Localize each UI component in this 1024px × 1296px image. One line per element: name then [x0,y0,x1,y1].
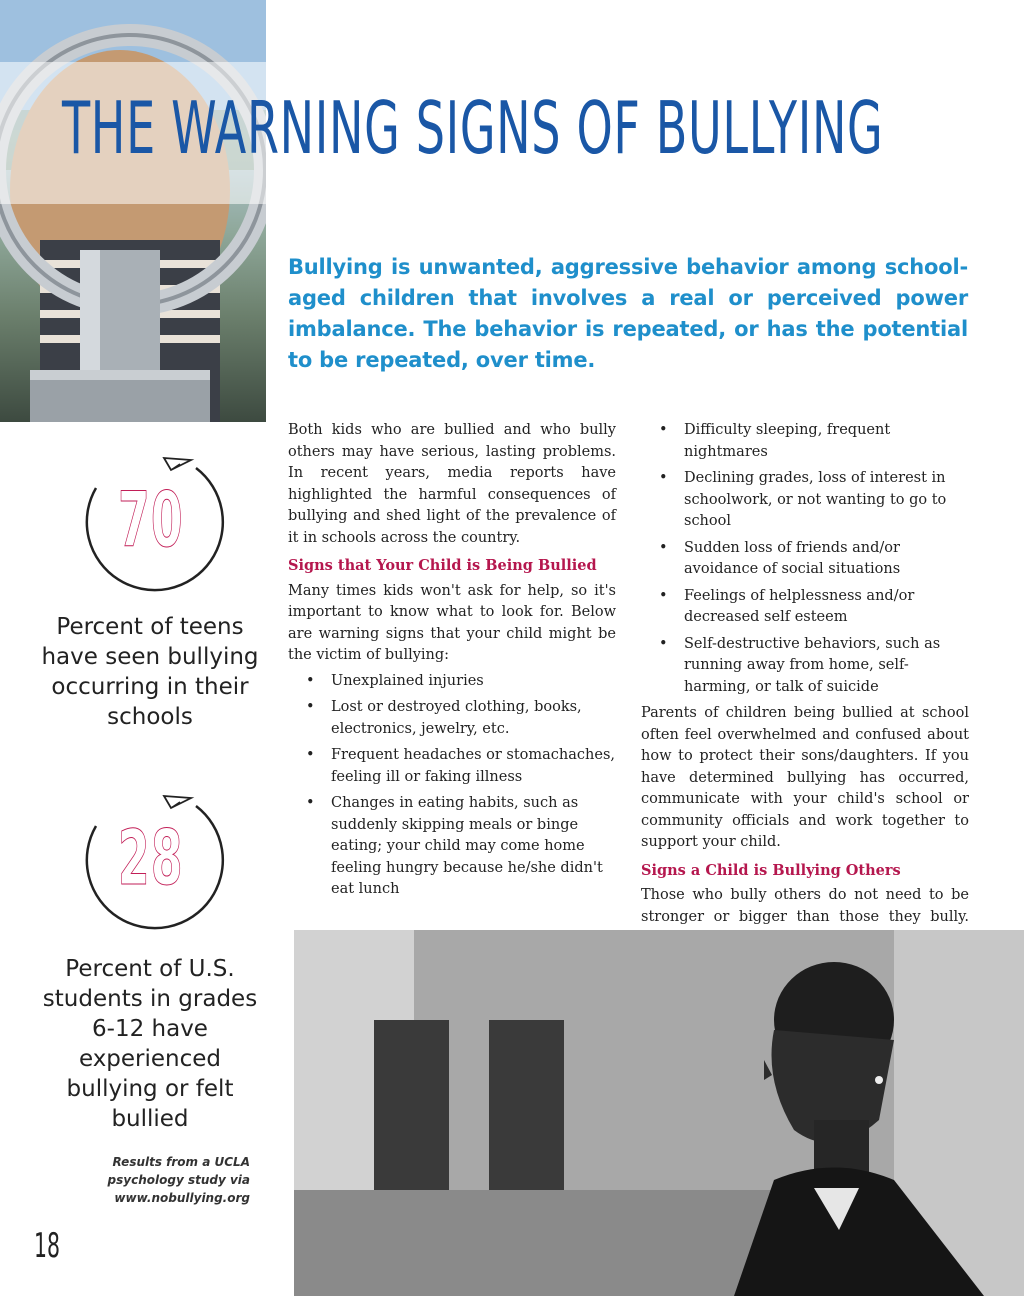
stat-text-70: Percent of teens have seen bullying occurring in their schools [41,614,259,730]
list-item: • Lost or destroyed clothing, books, electronics, jewelry, etc. [288,697,616,740]
page-number: 18 [34,1226,60,1266]
list-item: • Frequent headaches or stomachaches, feeling ill or faking illness [288,745,616,788]
stat-number-70: 70 [118,475,184,564]
list-item: • Changes in eating habits, such as suddenly skipping meals or binge eating; your child may come home feeling hungry because he/she didn't eat lunch [288,793,616,901]
section1-heading: Signs that Your Child is Being Bullied [288,557,597,574]
boy-photo-illustration [294,930,1024,1296]
warning-signs-list [288,671,616,901]
photo-boy-against-wall [294,930,1024,1296]
list-item: • Self-destructive behaviors, such as running away from home, self-harming, or talk of suicide [641,634,969,699]
lead-paragraph: Bullying is unwanted, aggressive behavior among school-aged children that involves a real or perceived power imbalance. The behavior is repeated, or has the potential to be repeated, over time. [288,255,968,372]
section2-heading: Signs a Child is Bullying Others [641,861,901,879]
list-item: • Sudden loss of friends and/or avoidance of social situations [641,538,969,581]
list-item: • Difficulty sleeping, frequent nightmares [641,420,969,463]
intro-paragraph: Both kids who are bullied and who bully others may have serious, lasting problems. In recent years, media reports have highlighted the harmful consequences of bullying and shed light of the prevalence of it in schools across the country. [288,422,616,546]
list-item: • Feelings of helplessness and/or decreased self esteem [641,586,969,629]
body-column-2 [641,420,969,950]
list-item: • Unexplained injuries [288,671,616,693]
section1-text: Many times kids won't ask for help, so it's important to know what to look for. Below are warning signs that your child might be the victim of bullying: [288,582,616,663]
section2-text: Those who bully others do not need to be stronger or bigger than those they bully. [641,887,969,925]
page-title: THE WARNING SIGNS OF BULLYING [62,86,884,170]
source-note: Results from a UCLA psychology study via www.nobullying.org [107,1155,250,1205]
stat-number-28: 28 [118,813,184,902]
body-column-1 [288,420,616,906]
parents-paragraph: Parents of children being bullied at school often feel overwhelmed and confused about how to protect their sons/daughters. If you have determined bullying has occurred, communicate with your child's school or community officials and work together to support your child. [641,705,969,850]
warning-signs-list-continued [641,420,969,698]
stat-text-28: Percent of U.S. students in grades 6-12 have experienced bullying or felt bullied [42,956,258,1132]
list-item: • Declining grades, loss of interest in schoolwork, or not wanting to go to school [641,468,969,533]
